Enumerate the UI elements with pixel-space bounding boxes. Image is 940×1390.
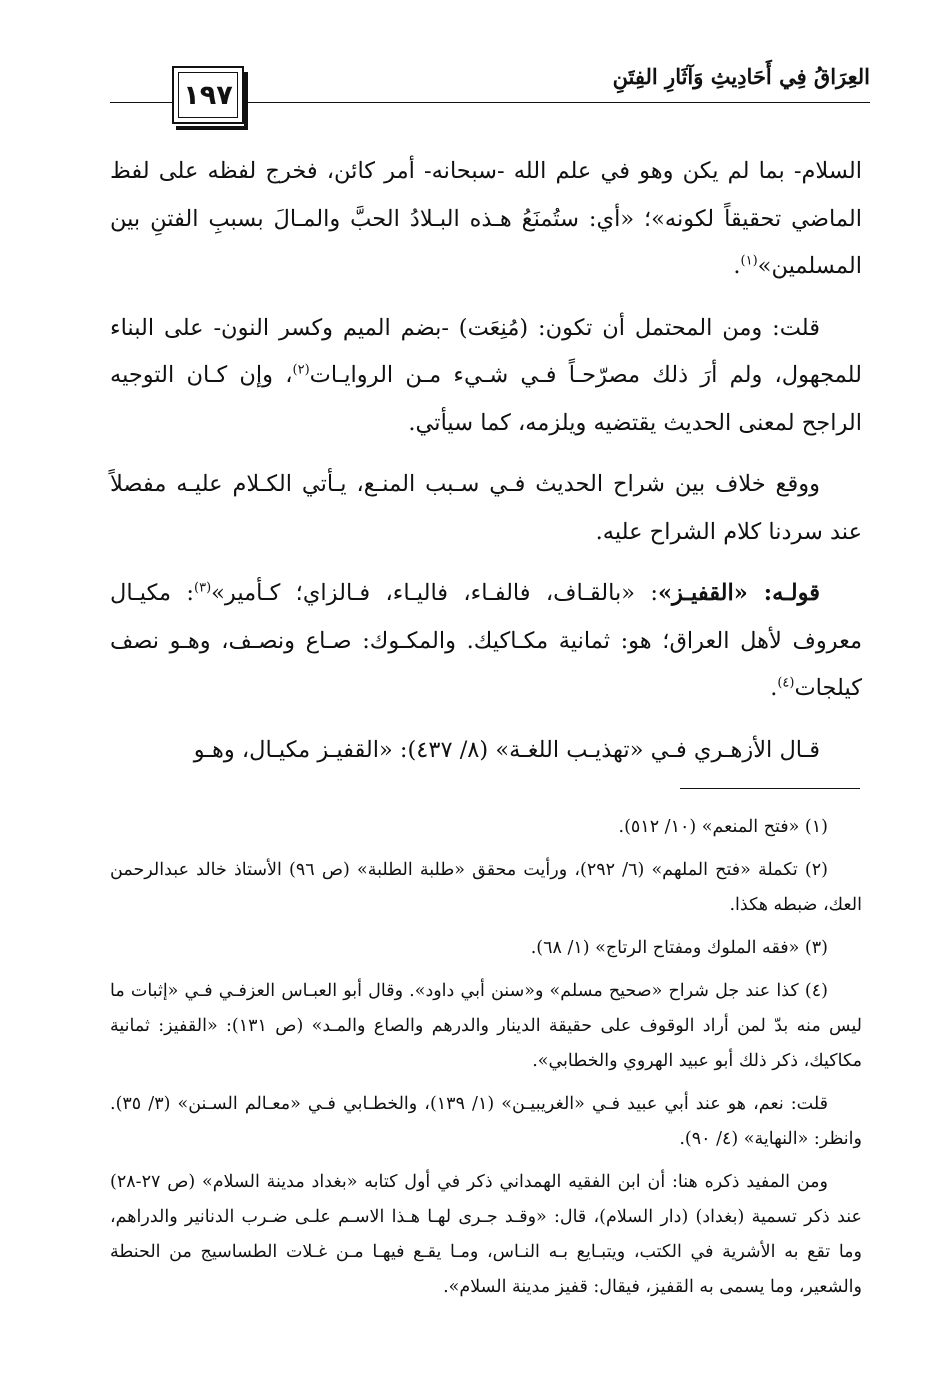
- lemma-heading: قولـه: «القفيـز»: [657, 580, 820, 606]
- main-text: [110, 148, 862, 788]
- footnote-ref-1: (١): [740, 253, 758, 269]
- page-number: ١٩٧: [178, 72, 238, 118]
- footnote-ref-2: (٢): [292, 362, 310, 378]
- footnote-4-continued: قلت: نعم، هو عند أبي عبيد فـي «الغريبيـن» (١/ ١٣٩)، والخطـابي فـي «معـالم السـنن» (٣/ ٣٥). وانظر: «النهاية» (٤/ ٩٠).: [110, 1094, 862, 1149]
- paragraph-4-end: .: [770, 675, 778, 701]
- paragraph-2-text-a: قلت: ومن المحتمل أن تكون: (مُنِعَت) -بضم الميم وكسر النون- على البناء للمجهول، ولم أرَ ذلك مصرّحـاً فـي شـيء مـن الروايـات: [110, 314, 862, 388]
- footnote-2: (٢) تكملة «فتح الملهم» (٦/ ٢٩٢)، ورأيت محقق «طلبة الطلبة» (ص ٩٦) الأستاذ خالد عبدالرحمن العك، ضبطه هكذا.: [110, 860, 862, 915]
- header-rule-right: [246, 102, 870, 103]
- footnote-1: (١) «فتح المنعم» (١٠/ ٥١٢).: [618, 817, 828, 837]
- footnote-4-note: ومن المفيد ذكره هنا: أن ابن الفقيه الهمداني ذكر في أول كتابه «بغداد مدينة السلام» (ص ٢٧-٢٨) عند ذكر تسمية (بغداد) (دار السلام)، قال: «وقـد جـرى لهـا هـذا الاسـم علـى ضـرب الدنانير والدراهم، وما تقع به الأشرية في الكتب، ويتبـايع بـه النـاس، ومـا يقـع فيهـا مـن غـلات الطساسيج من الحنطة والشعير، وما يسمى به القفيز، فيقال: قفيز مدينة السلام».: [110, 1172, 862, 1297]
- running-title: العِرَاقُ فِي أَحَادِيثِ وَآثَارِ الفِتَنِ: [603, 64, 870, 89]
- paragraph-1-end: .: [733, 253, 741, 279]
- paragraph-2-text-b: ، وإن كـان التوجيه الراجح لمعنى الحديث يقتضيه ويلزمه، كما سيأتي.: [110, 362, 862, 436]
- footnote-ref-4: (٤): [777, 675, 795, 691]
- page-number-box: [172, 66, 244, 124]
- footnote-4: (٤) كذا عند جل شراح «صحيح مسلم» و«سنن أبي داود». وقال أبو العبـاس العزفـي فـي «إثبات ما ليس منه بدّ لمن أراد الوقوف على حقيقة الدينار والدرهم والصاع والمـد» (ص ١٣١): «القفيز: ثمانية مكاكيك، ذكر ذلك أبو عبيد الهروي والخطابي».: [110, 981, 862, 1071]
- paragraph-1-text: السلام- بما لم يكن وهو في علم الله -سبحانه- أمر كائن، فخرج لفظه على لفظ الماضي تحقيقاً لكونه»؛ «أي: ستُمنَعُ هـذه البـلادُ الحبَّ والمـالَ بسببِ الفتنِ بين المسلمين»: [110, 158, 862, 279]
- paragraph-4-text-b: : مكيـال معروف لأهل العراق؛ هو: ثمانية مكـاكيك. والمكـوك: صـاع ونصـف، وهـو نصف كيلجات: [110, 580, 862, 701]
- paragraph-3: ووقع خلاف بين شراح الحديث فـي سـبب المنـع، يـأتي الكـلام عليـه مفصلاً عند سردنا كلام الشراح عليه.: [110, 471, 862, 545]
- footnote-ref-3: (٣): [194, 580, 212, 596]
- footnote-3: (٣) «فقه الملوك ومفتاح الرتاج» (١/ ٦٨).: [530, 938, 828, 958]
- page-header: [110, 56, 870, 136]
- footnote-separator: [680, 788, 860, 789]
- paragraph-2: [110, 305, 862, 448]
- footnotes: [110, 810, 862, 1313]
- header-rule-left: [110, 102, 172, 103]
- paragraph-4-text-a: : «بالقـاف، فالفـاء، فاليـاء، فـالزاي؛ كـأمير»: [211, 580, 658, 606]
- paragraph-5: قـال الأزهـري فـي «تهذيـب اللغـة» (٨/ ٤٣٧): «القفيـز مكيـال، وهـو: [193, 736, 820, 763]
- paragraph-4: [110, 570, 862, 713]
- paragraph-1: [110, 148, 862, 291]
